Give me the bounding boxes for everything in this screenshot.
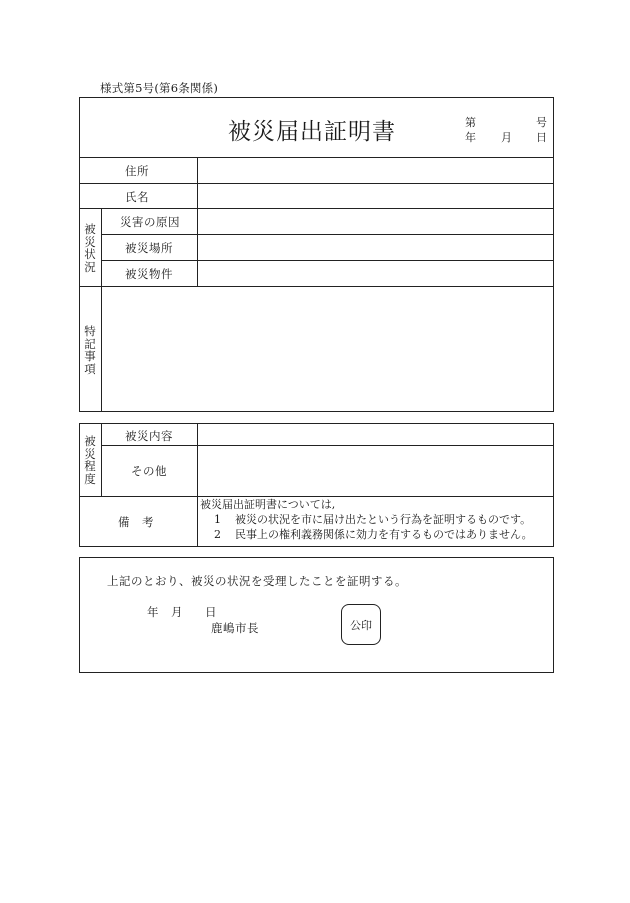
column-divider [101, 208, 102, 286]
situation-group-label: 被 災 状 況 [84, 222, 96, 274]
name-label: 氏名 [125, 190, 149, 204]
official-seal-stamp [341, 604, 381, 645]
special-notes-label: 特 記 事 項 [84, 324, 96, 376]
remarks-item1-number: 1 [214, 513, 221, 526]
disaster-place-label: 被災場所 [125, 241, 173, 255]
date-month-label: 月 [501, 131, 512, 144]
remarks-item2: 民事上の権利義務関係に効力を有するものではありません。 [235, 528, 533, 541]
number-prefix: 第 [465, 116, 476, 129]
remarks-item2-number: 2 [214, 528, 221, 541]
certification-statement: 上記のとおり、被災の状況を受理したことを証明する。 [107, 574, 407, 588]
row-divider [80, 183, 553, 184]
column-divider [101, 424, 102, 496]
row-divider [102, 260, 553, 261]
column-divider [197, 424, 198, 546]
form-number-label: 様式第5号(第6条関係) [100, 81, 219, 95]
row-divider [80, 286, 553, 287]
row-divider [102, 445, 553, 446]
remarks-item1: 被災の状況を市に届け出たという行為を証明するものです。 [235, 513, 532, 526]
date-day-label: 日 [536, 131, 547, 144]
row-divider [80, 157, 553, 158]
other-label: その他 [131, 464, 167, 478]
damage-degree-group-label: 被 災 程 度 [84, 434, 96, 486]
document-title: 被災届出証明書 [228, 119, 396, 145]
date-year-label: 年 [465, 131, 476, 144]
column-divider [101, 286, 102, 411]
number-suffix: 号 [536, 116, 547, 129]
row-divider [80, 208, 553, 209]
cert-year-label: 年 [147, 605, 159, 619]
address-label: 住所 [125, 164, 149, 178]
disaster-cause-label: 災害の原因 [120, 215, 180, 229]
disaster-property-label: 被災物件 [125, 267, 173, 281]
mayor-title: 鹿嶋市長 [211, 621, 259, 635]
seal-label: 公印 [350, 618, 372, 632]
damage-content-label: 被災内容 [125, 429, 173, 443]
cert-month-label: 月 [171, 605, 183, 619]
remarks-label: 備 考 [118, 515, 154, 529]
column-divider [197, 157, 198, 286]
cert-day-label: 日 [205, 605, 217, 619]
remarks-intro: 被災届出証明書については, [200, 498, 336, 511]
row-divider [102, 234, 553, 235]
